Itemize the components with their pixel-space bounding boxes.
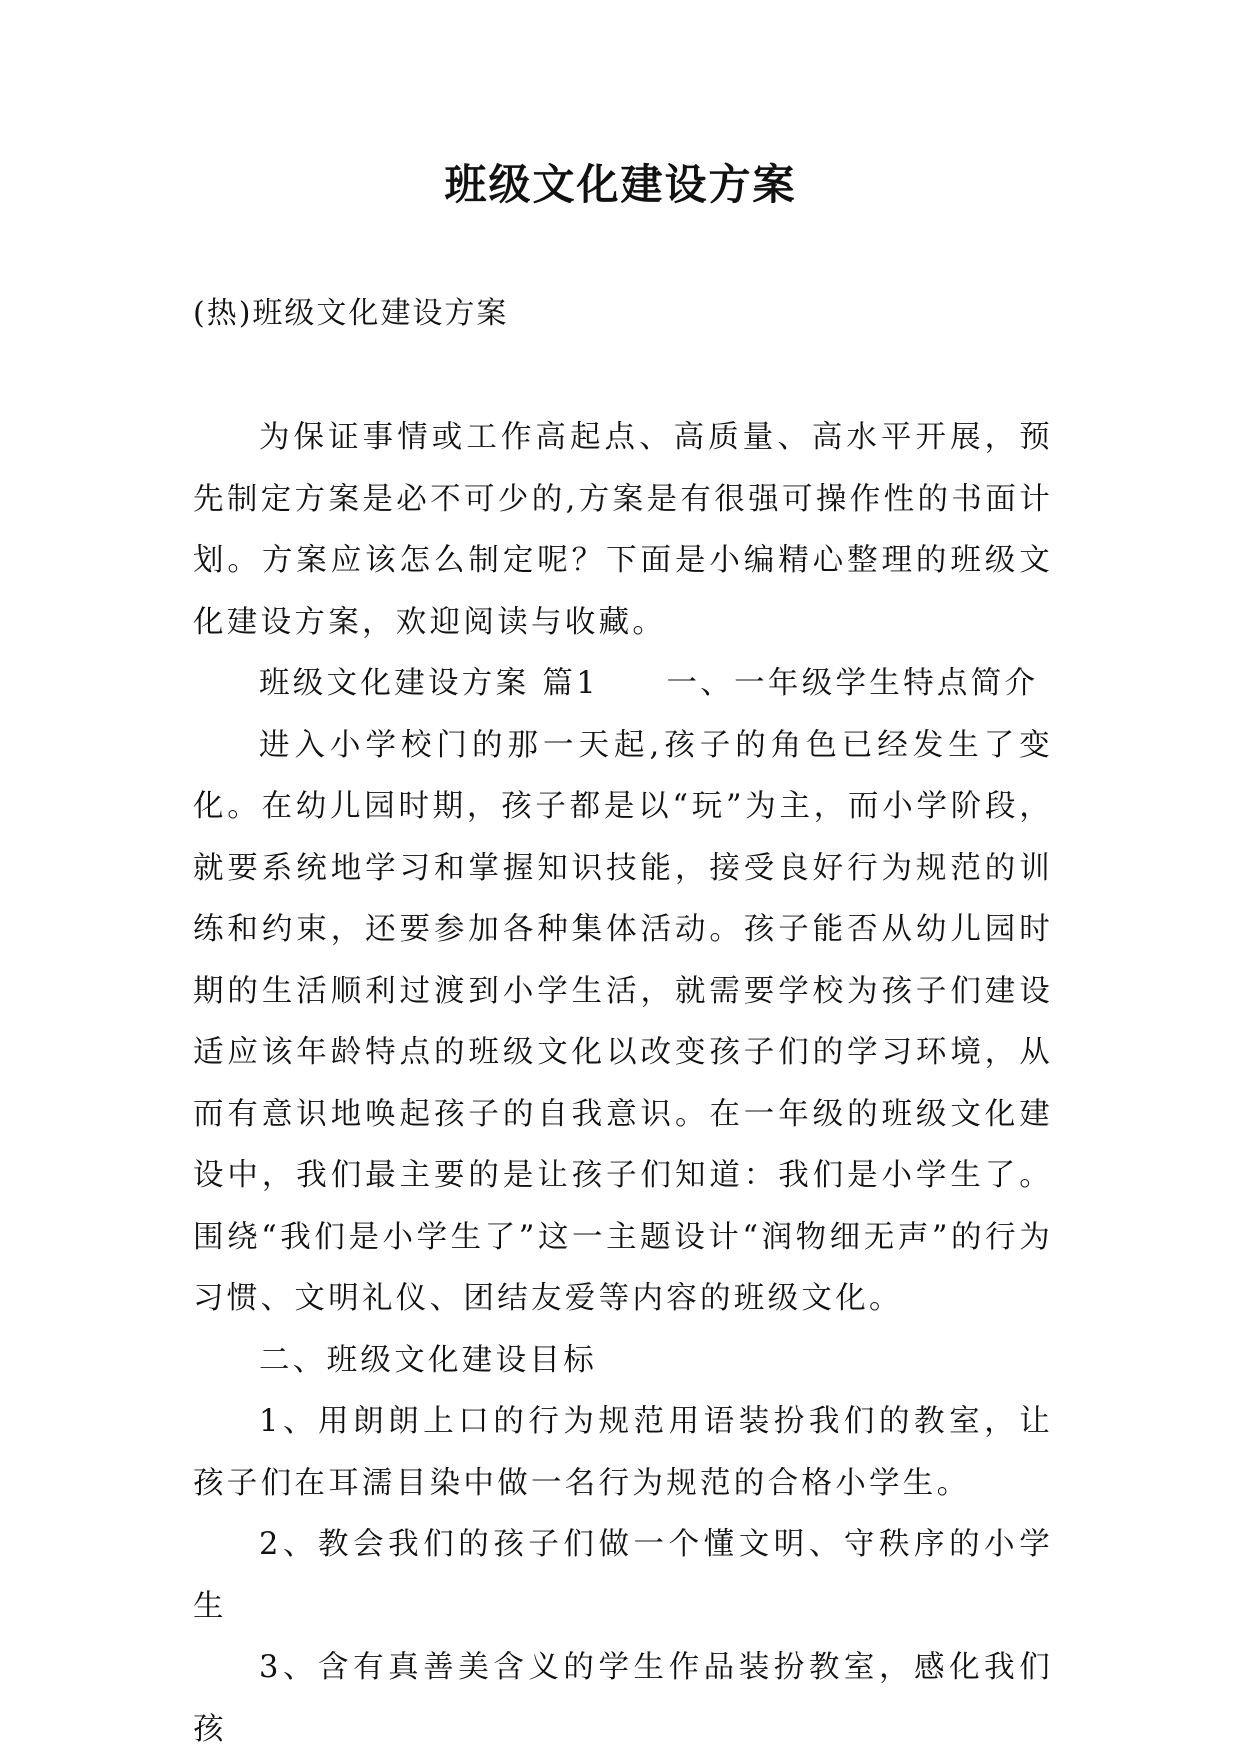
document-subtitle: (热)班级文化建设方案 [193, 296, 509, 331]
goal-item-3: 3、含有真善美含义的学生作品装扮教室，感化我们孩 [193, 1650, 1053, 1747]
document-body [193, 407, 1053, 1760]
goal-item-1: 1、用朗朗上口的行为规范用语装扮我们的教室，让孩子们在耳濡目染中做一名行为规范的合格小学生。 [193, 1404, 1053, 1501]
goals-heading: 二、班级文化建设目标 [259, 1342, 597, 1378]
student-characteristics-paragraph: 进入小学校门的那一天起,孩子的角色已经发生了变化。在幼儿园时期，孩子都是以“玩”为主，而小学阶段，就要系统地学习和掌握知识技能，接受良好行为规范的训练和约束，还要参加各种集体活动。孩子能否从幼儿园时期的生活顺利过渡到小学生活，就需要学校为孩子们建设适应该年龄特点的班级文化以改变孩子们的学习环境，从而有意识地唤起孩子的自我意识。在一年级的班级文化建设中，我们最主要的是让孩子们知道：我们是小学生了。围绕“我们是小学生了”这一主题设计“润物细无声”的行为习惯、文明礼仪、团结友爱等内容的班级文化。 [193, 727, 1053, 1316]
goal-item-2: 2、教会我们的孩子们做一个懂文明、守秩序的小学生 [193, 1527, 1053, 1624]
section-heading-line: 班级文化建设方案 篇1 一、一年级学生特点简介 [259, 666, 1039, 701]
document-title: 班级文化建设方案 [444, 160, 797, 209]
intro-paragraph: 为保证事情或工作高起点、高质量、高水平开展，预先制定方案是必不可少的,方案是有很强可操作性的书面计划。方案应该怎么制定呢？下面是小编精心整理的班级文化建设方案，欢迎阅读与收藏。 [193, 420, 1053, 640]
